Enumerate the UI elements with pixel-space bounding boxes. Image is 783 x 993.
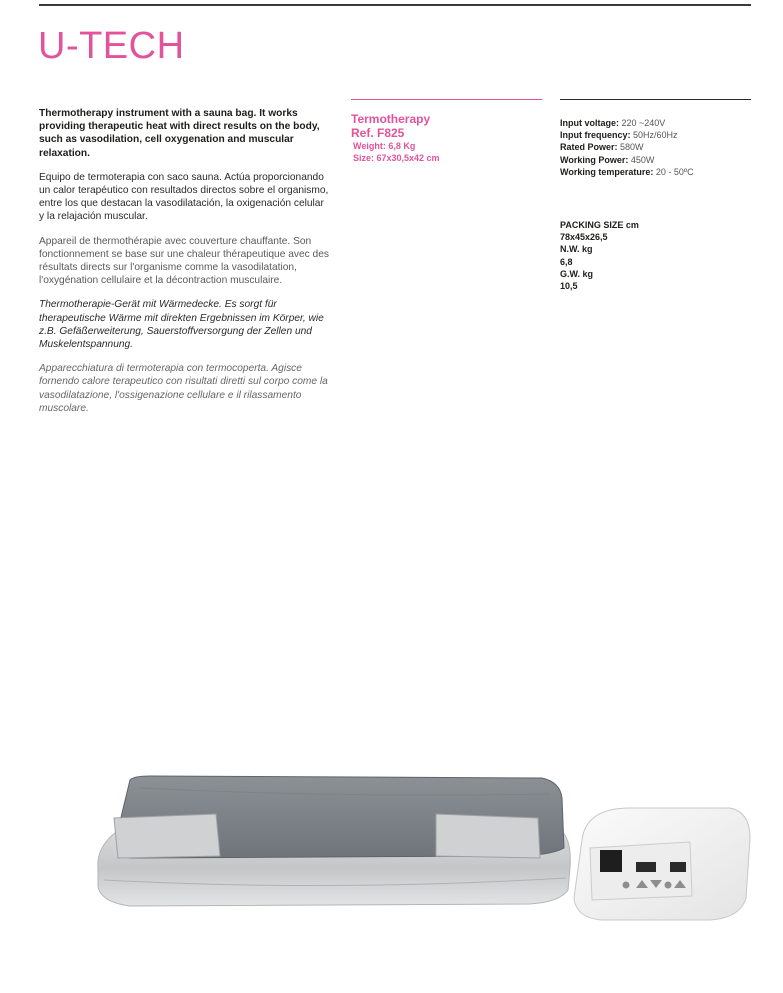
spec-row [560,154,760,166]
packing-size: 78x45x26,5 [560,232,608,243]
spec-value: 20 - 50ºC [655,166,694,177]
description-italian: Apparecchiatura di termoterapia con termocoperta. Agisce fornendo calore terapeutico con risultati diretti sul corpo come la vasodilatazione, l'ossigenazione cellulare e il rilassamento muscolare. [39,363,328,414]
product-name: Termotherapy [351,112,431,126]
product-rule [351,99,542,100]
specs-rule [560,99,751,100]
spec-label: Input voltage: [560,118,619,128]
description-french: Appareil de thermothérapie avec couverture chauffante. Son fonctionnement se base sur une chaleur thérapeutique avec des résultats directs sur l'organisme comme la vasodilatation, l'oxygénation cellulaire et la décontraction musculaire. [39,235,329,287]
spec-row [560,129,760,141]
spec-row [560,141,760,153]
page-title: U-TECH [38,25,185,67]
spec-label: Rated Power: [560,142,618,153]
packing-title: PACKING SIZE cm [560,220,639,230]
spec-label: Input frequency: [560,130,631,141]
spec-row [560,166,760,178]
spec-label: Working temperature: [560,166,654,177]
description-german: Thermotherapie-Gerät mit Wärmedecke. Es sorgt für therapeutische Wärme mit direkten Ergebnissen im Körper, wie z.B. Gefäßerweiterung, Sauerstoffversorgung der Zellen und Muskelentspannung. [39,299,324,351]
spec-value: 450W [630,154,655,165]
spec-label: Working Power: [560,154,629,165]
spec-value: 50Hz/60Hz [633,130,678,141]
description-spanish: Equipo de termoterapia con saco sauna. Actúa proporcionando un calor terapéutico con resultados directos sobre el organismo, entre los que destacan la vasodilatación, la oxigenación celular y la relajación muscular. [39,171,329,223]
description-english: Thermotherapy instrument with a sauna bag. It works providing therapeutic heat with direct results on the body, such as vasodilation, cell oxygenation and muscular relaxation. [39,108,320,159]
sauna-blanket [98,776,570,906]
product-photo [90,768,755,928]
packing-nw-label: N.W. kg [560,244,593,255]
technical-specs [560,117,760,178]
packing-gw: 10,5 [560,281,578,292]
spec-row [560,117,760,129]
packing-nw: 6,8 [560,256,573,267]
packing-gw-label: G.W. kg [560,268,594,279]
description-block [39,107,329,426]
product-size: Size: 67x30,5x42 cm [353,153,440,163]
product-weight: Weight: 6,8 Kg [353,141,416,151]
product-info [351,112,546,164]
spec-value: 220 ~240V [621,118,666,128]
top-rule [39,4,751,6]
spec-value: 580W [620,142,644,153]
control-unit [574,808,750,920]
product-ref: Ref. F825 [351,126,405,140]
packing-info [560,219,760,292]
